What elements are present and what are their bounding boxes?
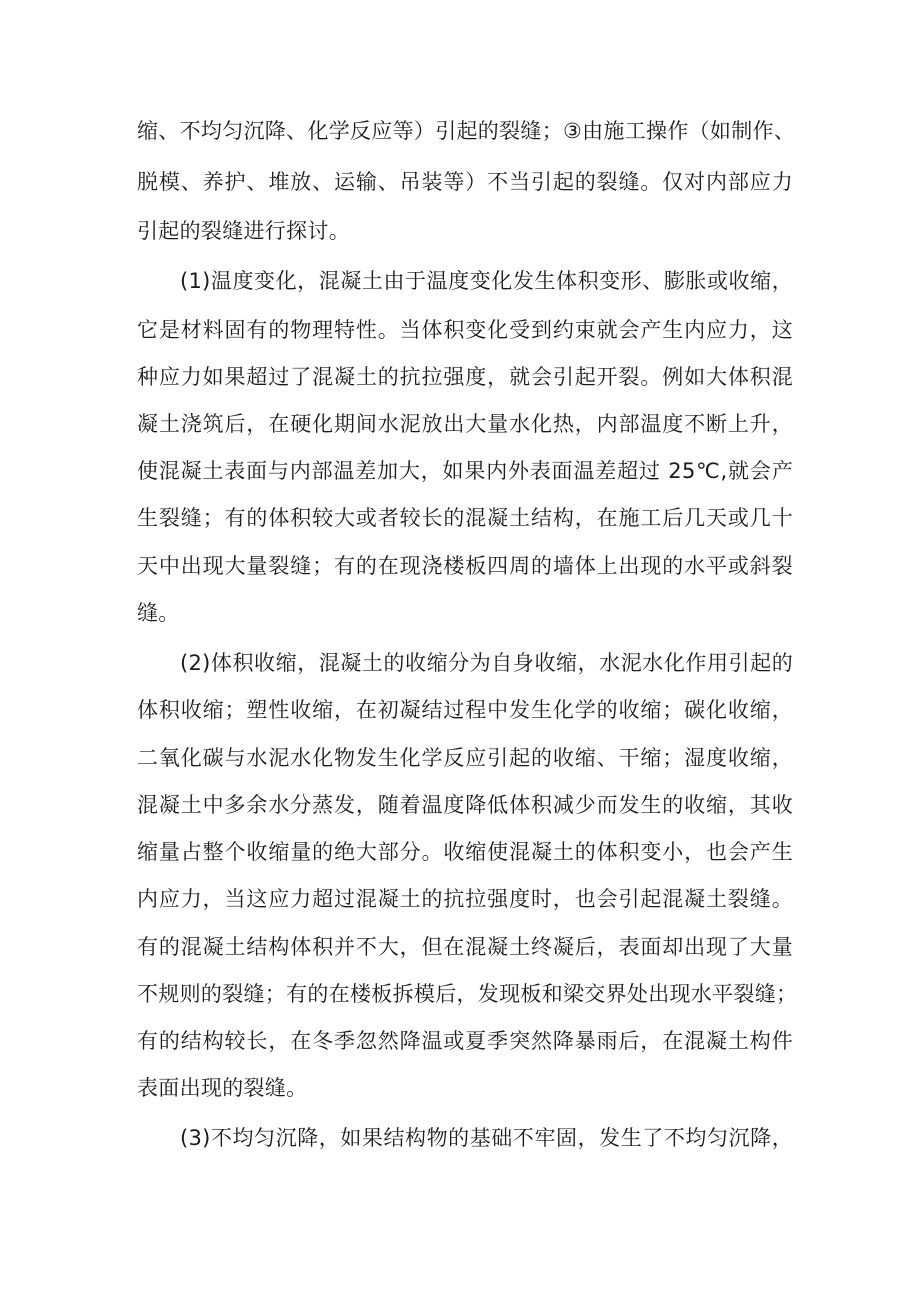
text-line: 生裂缝；有的体积较大或者较长的混凝土结构，在施工后几天或几十: [137, 506, 793, 530]
text-line: 缝。: [137, 601, 180, 625]
text-line: 缩量占整个收缩量的绝大部分。收缩使混凝土的体积变小，也会产生: [137, 840, 793, 864]
text-line: 不规则的裂缝；有的在楼板拆模后，发现板和梁交界处出现水平裂缝；: [137, 982, 798, 1006]
text-line: 缩、不均匀沉降、化学反应等）引起的裂缝；③由施工操作（如制作、: [137, 119, 796, 143]
text-line: 有的混凝土结构体积并不大，但在混凝土终凝后，表面却出现了大量: [137, 935, 793, 959]
text-line: 引起的裂缝进行探讨。: [137, 219, 350, 243]
text-line: 种应力如果超过了混凝土的抗拉强度，就会引起开裂。例如大体积混: [137, 365, 793, 389]
text-line: 天中出现大量裂缝；有的在现浇楼板四周的墙体上出现的水平或斜裂: [137, 554, 793, 578]
text-line: 它是材料固有的物理特性。当体积变化受到约束就会产生内应力，这: [137, 318, 793, 342]
text-line: (2)体积收缩，混凝土的收缩分为自身收缩，水泥水化作用引起的: [180, 651, 793, 675]
text-line: (1)温度变化，混凝土由于温度变化发生体积变形、膨胀或收缩，: [180, 269, 793, 293]
text-line: 体积收缩；塑性收缩，在初凝结过程中发生化学的收缩；碳化收缩，: [137, 698, 793, 722]
text-line: (3)不均匀沉降，如果结构物的基础不牢固，发生了不均匀沉降，: [180, 1126, 793, 1150]
text-line: 表面出现的裂缝。: [137, 1076, 308, 1100]
text-line: 混凝土中多余水分蒸发，随着温度降低体积减少而发生的收缩，其收: [137, 793, 793, 817]
text-line: 内应力，当这应力超过混凝土的抗拉强度时，也会引起混凝土裂缝。: [137, 887, 793, 911]
text-line: 有的结构较长，在冬季忽然降温或夏季突然降暴雨后，在混凝土构件: [137, 1029, 793, 1053]
text-line: 凝土浇筑后，在硬化期间水泥放出大量水化热，内部温度不断上升，: [137, 412, 793, 436]
text-line: 二氧化碳与水泥水化物发生化学反应引起的收缩、干缩；湿度收缩，: [137, 746, 793, 770]
text-line: 使混凝土表面与内部温差加大，如果内外表面温差超过 25℃,就会产: [137, 459, 793, 483]
text-line: 脱模、养护、堆放、运输、吊装等）不当引起的裂缝。仅对内部应力: [137, 170, 793, 194]
